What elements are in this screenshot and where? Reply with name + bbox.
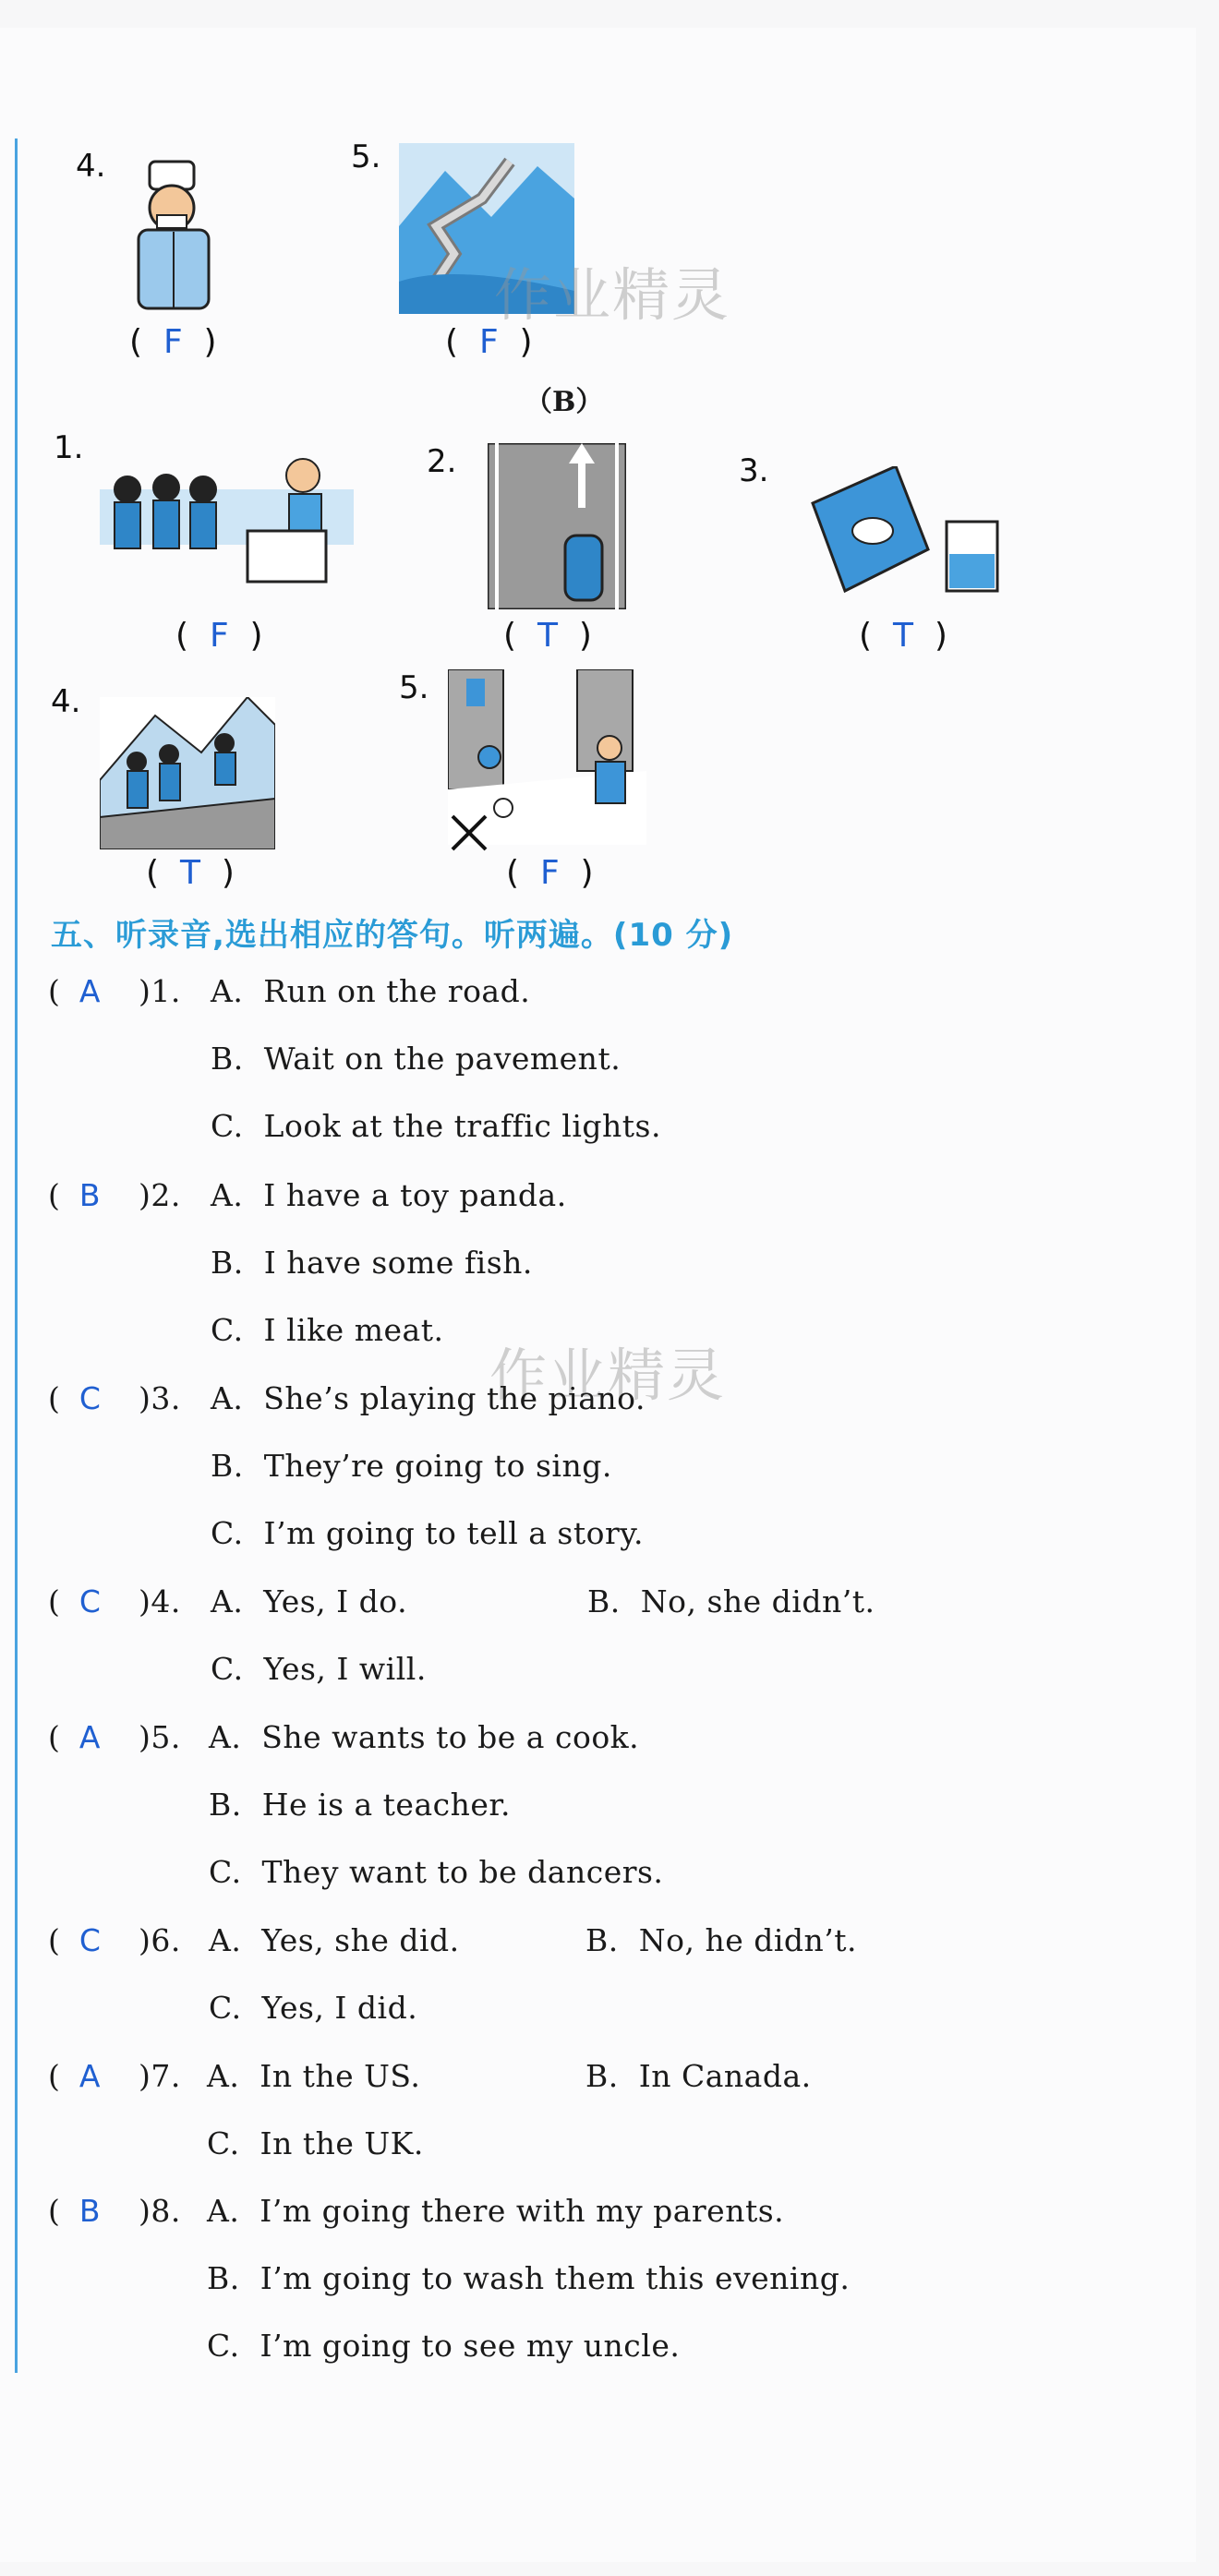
q7-number: )7.: [139, 2058, 181, 2094]
watermark-top: 作业精灵: [494, 261, 731, 329]
item-b3-answer-letter: T: [892, 617, 913, 655]
q5-option-b: B. He is a teacher.: [209, 1787, 512, 1823]
q7-answer[interactable]: ( A: [48, 2058, 101, 2094]
item-b3-answer[interactable]: ( T ): [859, 617, 947, 655]
section-5-title: 五、听录音,选出相应的答句。听两遍。(10 分): [51, 917, 734, 954]
item-b2-number: 2.: [427, 443, 457, 480]
q2-answer[interactable]: ( B: [48, 1177, 101, 1213]
item-b4-answer-letter: T: [179, 854, 200, 892]
q1-option-a: A. Run on the road.: [211, 973, 531, 1009]
q1-answer-letter: A: [78, 973, 101, 1009]
item-b2-answer[interactable]: ( T ): [503, 617, 592, 655]
q4-option-c: C. Yes, I will.: [211, 1651, 427, 1687]
item-b4-answer[interactable]: ( T ): [146, 854, 235, 892]
q8-answer[interactable]: ( B: [48, 2193, 101, 2229]
q6-option-c: C. Yes, I did.: [209, 1990, 418, 2026]
q2-number: )2.: [139, 1177, 181, 1213]
q5-answer[interactable]: ( A: [48, 1719, 101, 1755]
q5-number: )5.: [139, 1719, 181, 1755]
item-a5-answer[interactable]: ( F ): [445, 323, 533, 361]
item-a4-answer-letter: F: [163, 323, 183, 361]
q1-number: )1.: [139, 973, 181, 1009]
q8-option-c: C. I’m going to see my uncle.: [207, 2328, 681, 2364]
q7-option-b: B. In Canada.: [585, 2058, 812, 2094]
item-b1-number: 1.: [54, 429, 84, 466]
q2-answer-letter: B: [78, 1177, 101, 1213]
item-b1-answer-letter: F: [209, 617, 229, 655]
q8-answer-letter: B: [78, 2193, 101, 2229]
item-b5-number: 5.: [399, 669, 429, 706]
margin-rule: [15, 138, 18, 2373]
q4-answer[interactable]: ( C: [48, 1583, 101, 1619]
item-a4-answer[interactable]: ( F ): [129, 323, 217, 361]
q1-option-c: C. Look at the traffic lights.: [211, 1108, 661, 1144]
item-a4-number: 4.: [76, 148, 106, 185]
q4-option-a: A. Yes, I do.: [211, 1583, 408, 1619]
q7-answer-letter: A: [78, 2058, 101, 2094]
q3-answer-letter: C: [78, 1380, 101, 1416]
q6-answer[interactable]: ( C: [48, 1922, 101, 1958]
q5-option-c: C. They want to be dancers.: [209, 1854, 664, 1890]
doctor-picture: [129, 152, 222, 314]
item-a5-number: 5.: [351, 138, 381, 175]
q1-answer[interactable]: ( A: [48, 973, 101, 1009]
item-b5-answer[interactable]: ( F ): [506, 854, 594, 892]
q5-answer-letter: A: [78, 1719, 101, 1755]
hiking-picture: [100, 697, 275, 849]
q4-option-b: B. No, she didn’t.: [587, 1583, 875, 1619]
cross-icon: [449, 813, 489, 853]
q3-number: )3.: [139, 1380, 181, 1416]
item-b1-answer[interactable]: ( F ): [175, 617, 263, 655]
item-b2-answer-letter: T: [537, 617, 558, 655]
children-picture: [100, 443, 354, 591]
q3-option-a: A. She’s playing the piano.: [211, 1380, 646, 1416]
q3-option-c: C. I’m going to tell a story.: [211, 1515, 645, 1551]
q6-option-b: B. No, he didn’t.: [585, 1922, 858, 1958]
q1-option-b: B. Wait on the pavement.: [211, 1041, 622, 1077]
item-b5-answer-letter: F: [539, 854, 560, 892]
q6-answer-letter: C: [78, 1922, 101, 1958]
q3-answer[interactable]: ( C: [48, 1380, 101, 1416]
q4-number: )4.: [139, 1583, 181, 1619]
road-car-picture: [488, 443, 626, 609]
q8-option-a: A. I’m going there with my parents.: [207, 2193, 785, 2229]
q7-option-c: C. In the UK.: [207, 2125, 424, 2161]
watermark-middle: 作业精灵: [489, 1342, 727, 1409]
part-b-label: （B）: [525, 386, 604, 418]
snack-and-juice-picture: [794, 466, 1007, 600]
q6-number: )6.: [139, 1922, 181, 1958]
item-b4-number: 4.: [51, 683, 81, 720]
q2-option-c: C. I like meat.: [211, 1312, 444, 1348]
q8-option-b: B. I’m going to wash them this evening.: [207, 2260, 851, 2296]
q7-option-a: A. In the US.: [207, 2058, 421, 2094]
item-b3-number: 3.: [739, 452, 769, 489]
q5-option-a: A. She wants to be a cook.: [209, 1719, 640, 1755]
q2-option-a: A. I have a toy panda.: [211, 1177, 567, 1213]
q3-option-b: B. They’re going to sing.: [211, 1448, 612, 1484]
q8-number: )8.: [139, 2193, 181, 2229]
q6-option-a: A. Yes, she did.: [209, 1922, 460, 1958]
q4-answer-letter: C: [78, 1583, 101, 1619]
item-a5-answer-letter: F: [478, 323, 499, 361]
q2-option-b: B. I have some fish.: [211, 1245, 533, 1281]
